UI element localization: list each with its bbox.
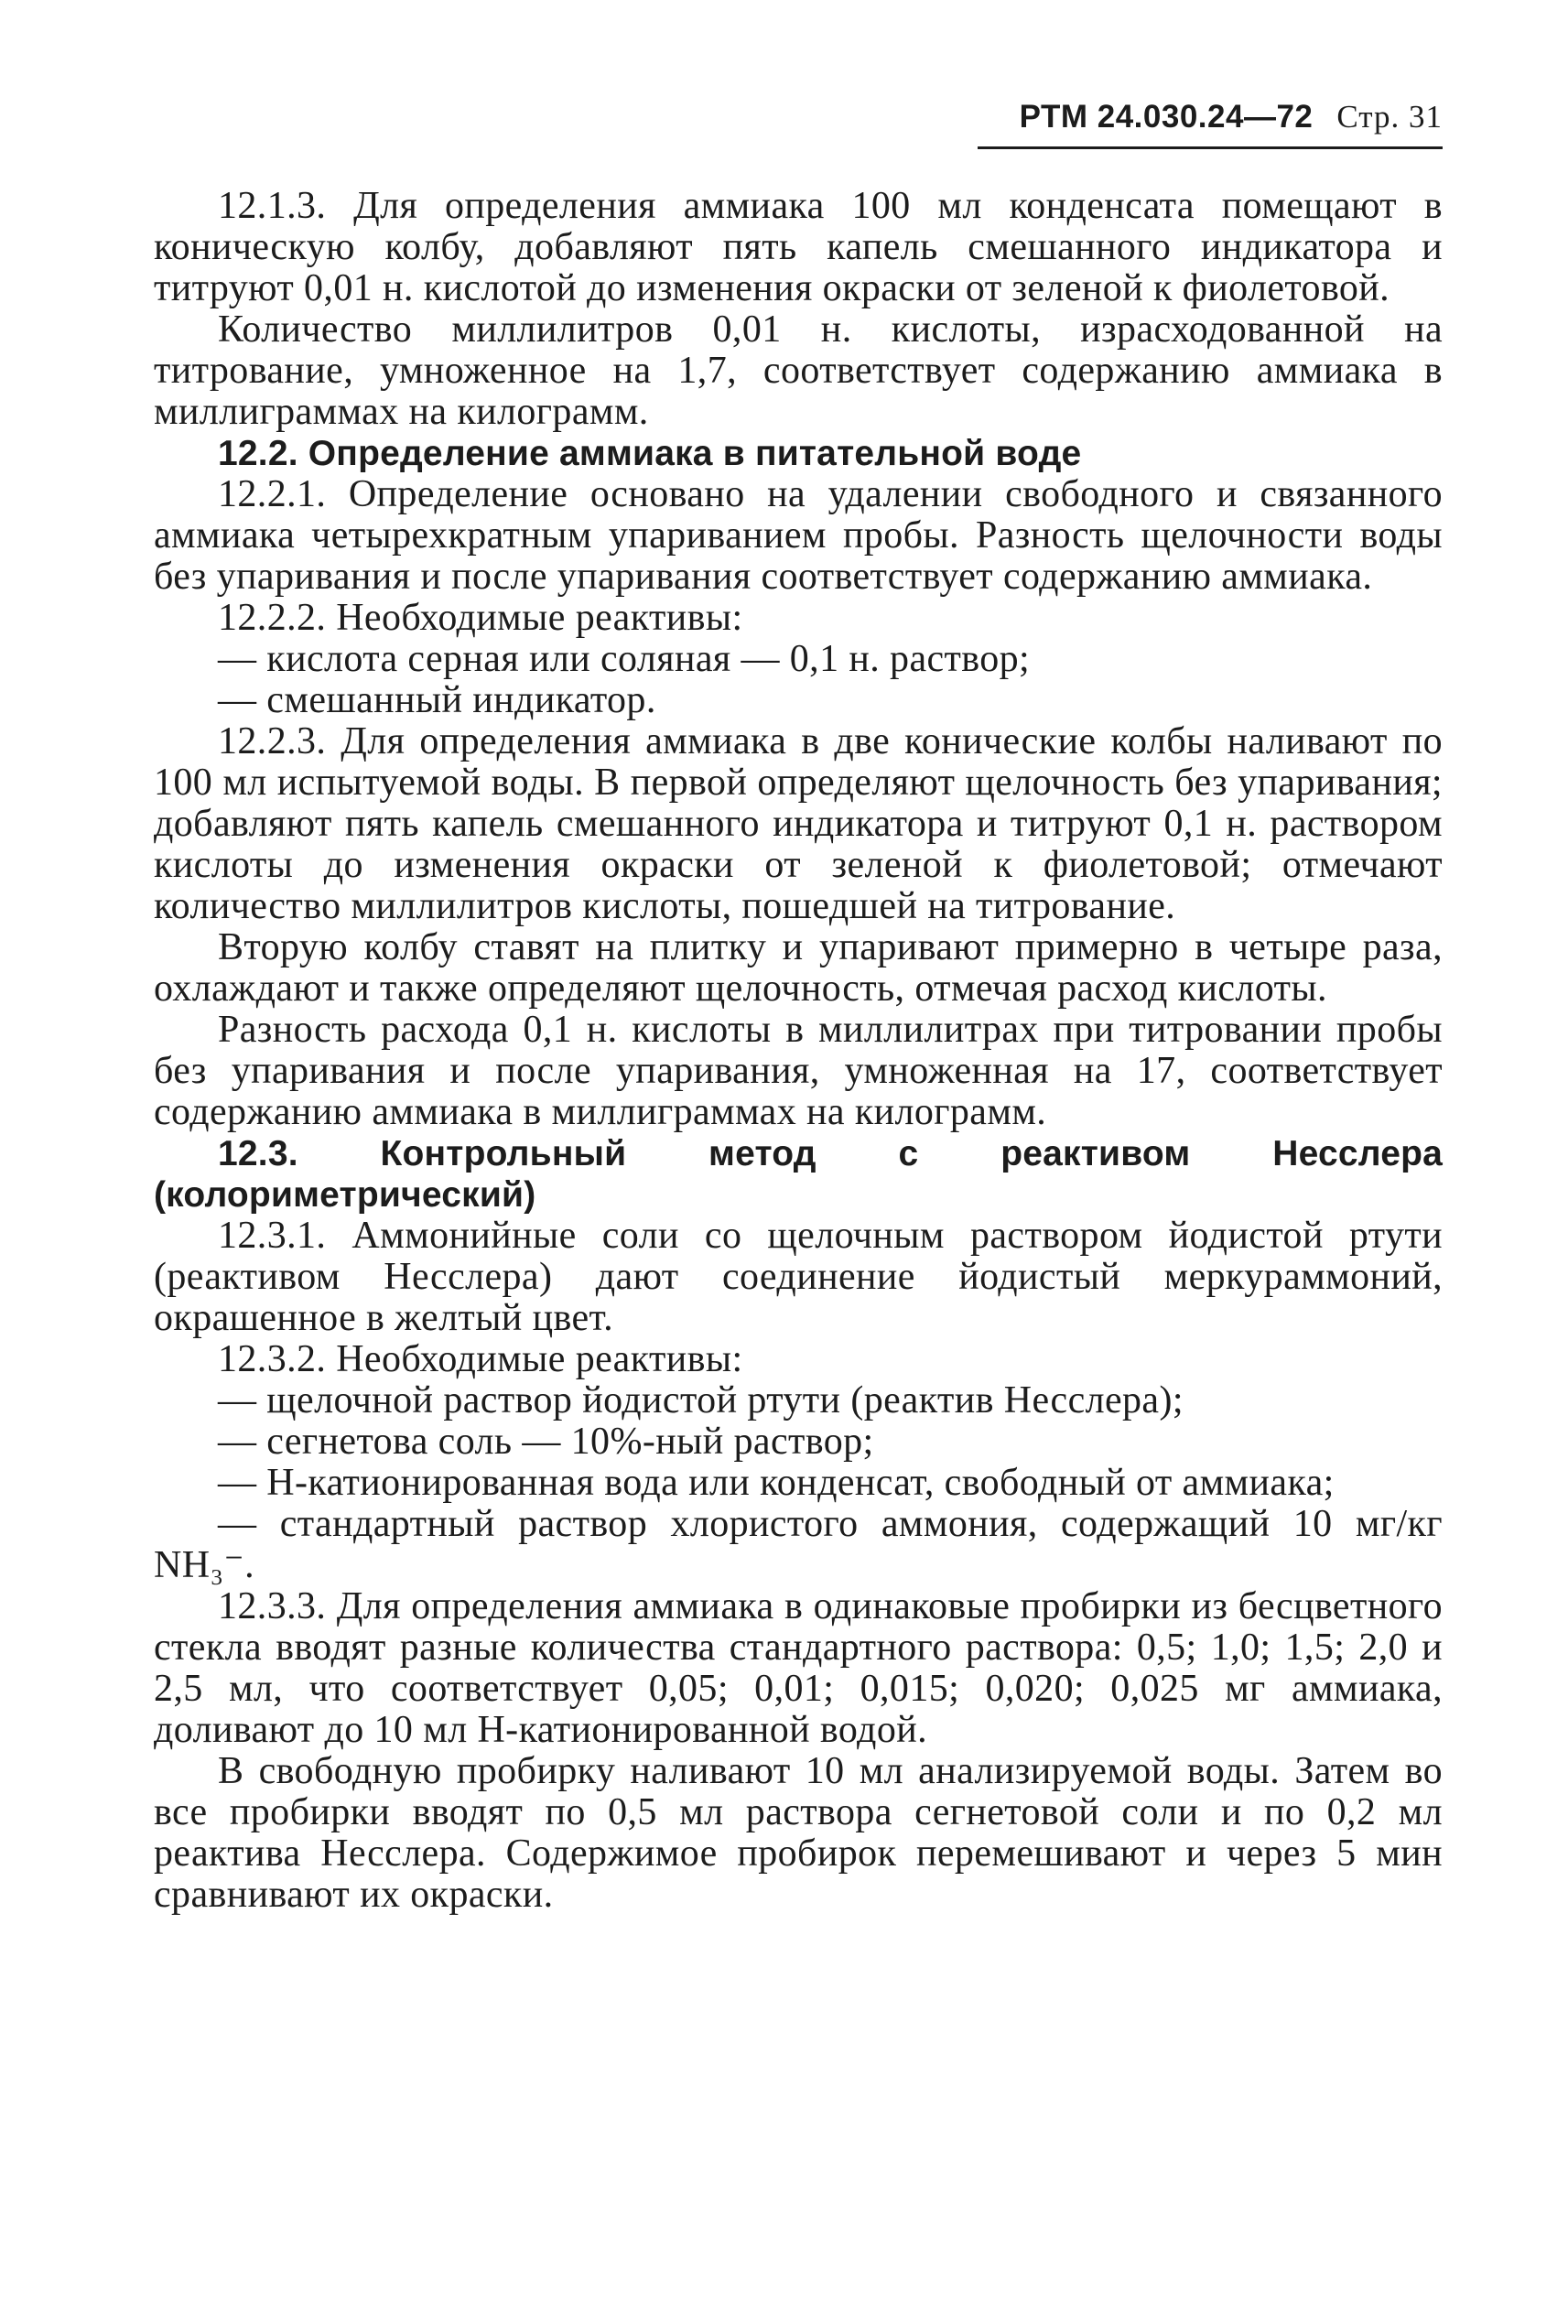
reagent-item: — щелочной раствор йодистой ртути (реактив Несслера); — [218, 1379, 1184, 1421]
paragraph-12-3-1: 12.3.1. Аммонийные соли со щелочным раствором йодистой ртути (реактивом Несслера) дают соединение йодистый меркураммоний, окрашенное в желтый цвет. — [154, 1215, 1443, 1339]
document-code: РТМ 24.030.24—72 — [1019, 99, 1314, 135]
reagent-item: — кислота серная или соляная — 0,1 н. раствор; — [218, 638, 1031, 680]
paragraph-12-1-3: 12.1.3. Для определения аммиака 100 мл конденсата помещают в коническую колбу, добавляют пять капель смешанного индикатора и титруют 0,01 н. кислотой до изменения окраски от зеленой к фиолетовой. — [154, 185, 1443, 309]
paragraph-difference: Разность расхода 0,1 н. кислоты в миллилитрах при титровании пробы без упаривания и после упаривания, умноженная на 17, соответствует содержанию аммиака в миллиграммах на килограмм. — [154, 1009, 1443, 1133]
reagent-item: — Н-катионированная вода или конденсат, свободный от аммиака; — [218, 1462, 1335, 1504]
paragraph-12-3-3: 12.3.3. Для определения аммиака в одинаковые пробирки из бесцветного стекла вводят разные количества стандартного раствора: 0,5; 1,0; 1,5; 2,0 и 2,5 мл, что соответствует 0,05; 0,01; 0,015; 0,020; 0,025 мг аммиака, доливают до 10 мл Н-катионированной водой. — [154, 1585, 1443, 1751]
reagent-item: — стандартный раствор хлористого аммония, содержащий 10 мг/кг NH₃⁻. — [154, 1503, 1443, 1586]
paragraph-free-tube: В свободную пробирку наливают 10 мл анализируемой воды. Затем во все пробирки вводят по 0,5 мл раствора сегнетовой соли и по 0,2 мл реактива Несслера. Содержимое пробирок перемешивают и через 5 мин сравнивают их окраски. — [154, 1750, 1443, 1916]
reagent-item: — смешанный индикатор. — [218, 679, 656, 721]
reagent-item: — сегнетова соль — 10%-ный раствор; — [218, 1421, 874, 1463]
body-text — [154, 186, 1443, 1916]
paragraph-second-flask: Вторую колбу ставят на плитку и упаривают примерно в четыре раза, охлаждают и также определяют щелочность, отмечая расход кислоты. — [154, 926, 1443, 1010]
paragraph-12-2-1: 12.2.1. Определение основано на удалении свободного и связанного аммиака четырехкратным упариванием пробы. Разность щелочности воды без упаривания и после упаривания соответствует содержанию аммиака. — [154, 473, 1443, 598]
section-heading-12-3: 12.3. Контрольный метод с реактивом Несслера (колориметрический) — [154, 1134, 1443, 1215]
section-heading-12-2: 12.2. Определение аммиака в питательной воде — [218, 434, 1082, 473]
paragraph-12-3-2: 12.3.2. Необходимые реактивы: — [218, 1338, 743, 1380]
running-header — [978, 99, 1443, 149]
document-page — [154, 99, 1443, 1916]
paragraph-12-2-2: 12.2.2. Необходимые реактивы: — [218, 597, 743, 639]
paragraph-ammonia-count: Количество миллилитров 0,01 н. кислоты, израсходованной на титрование, умноженное на 1,7, соответствует содержанию аммиака в миллиграммах на килограмм. — [154, 308, 1443, 433]
paragraph-12-2-3: 12.2.3. Для определения аммиака в две конические колбы наливают по 100 мл испытуемой воды. В первой определяют щелочность без упаривания; добавляют пять капель смешанного индикатора и титруют 0,1 н. раствором кислоты до изменения окраски от зеленой к фиолетовой; отмечают количество миллилитров кислоты, пошедшей на титрование. — [154, 720, 1443, 927]
page-number: Стр. 31 — [1336, 99, 1443, 135]
